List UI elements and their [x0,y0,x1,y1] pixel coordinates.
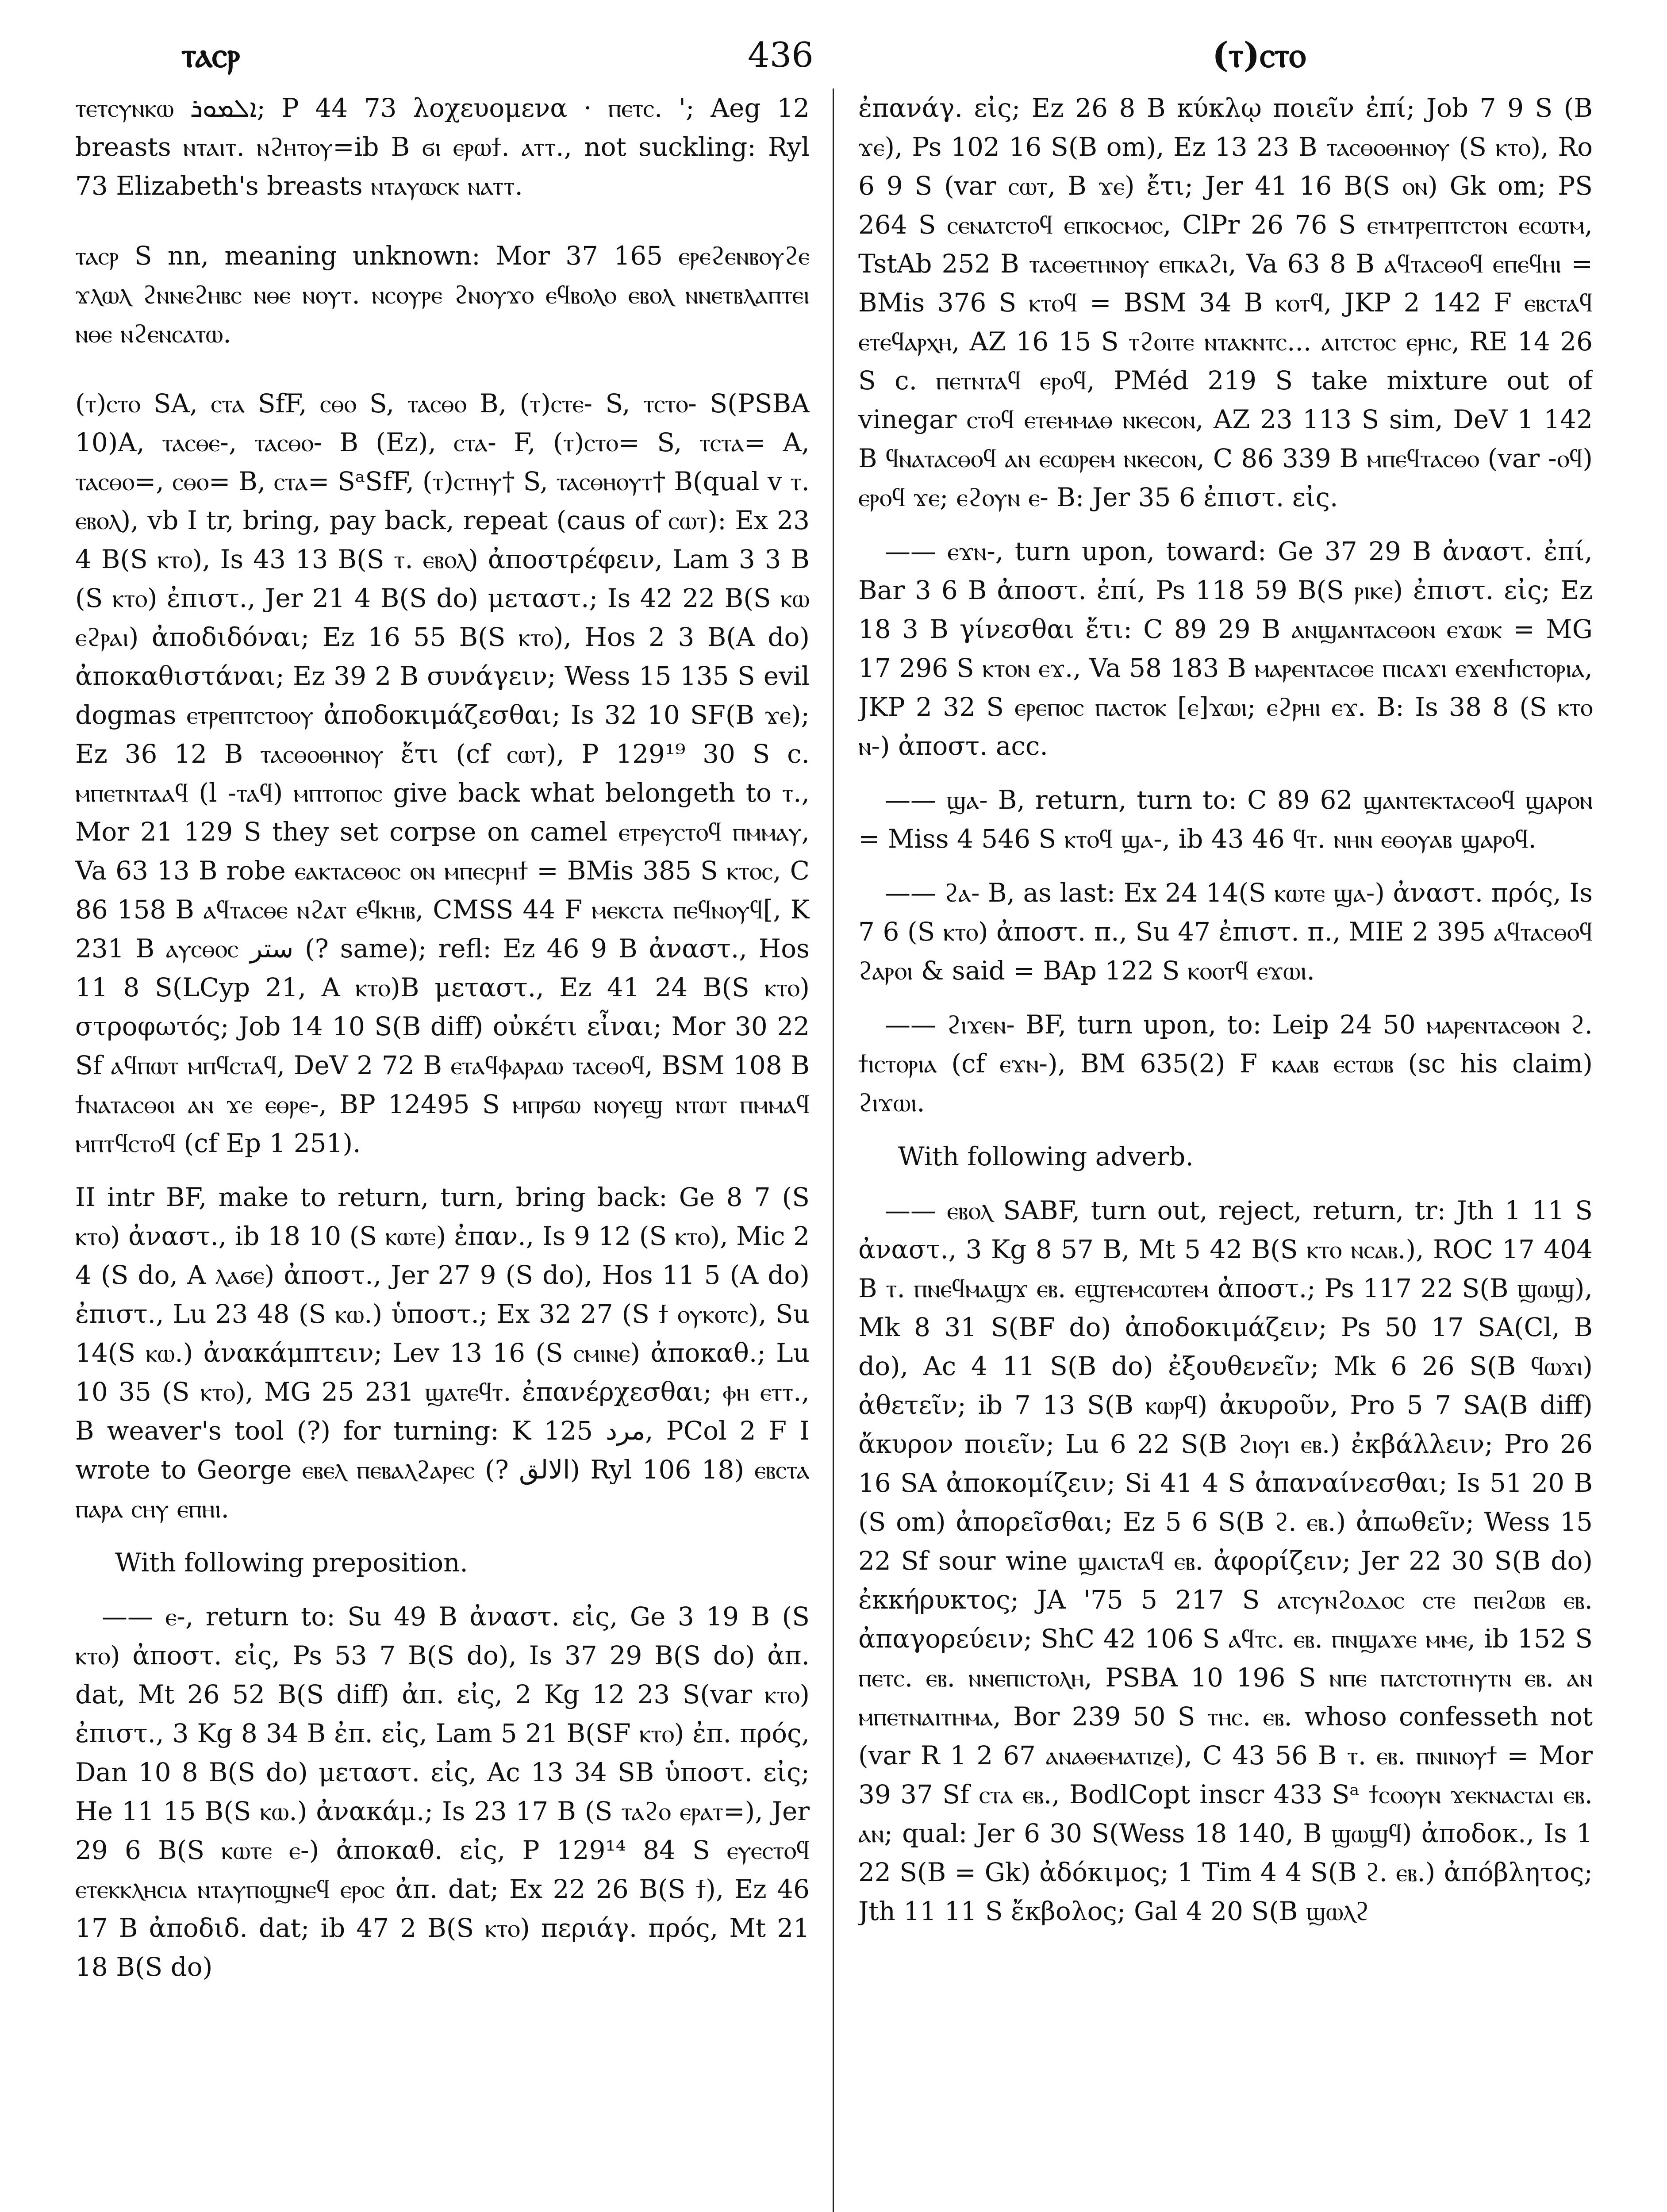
column-divider [833,88,834,2212]
running-head-right: (ⲧ)ⲥⲧⲟ [1212,35,1306,75]
left-column [75,88,810,2212]
sub-entry-hijen: —— ϩⲓϫⲉⲛ- BF, turn upon, to: Leip 24 50 ⲙⲁⲣⲉⲛⲧⲁⲥⲑⲟⲛ ϩ. ϯⲓⲥⲧⲟⲣⲓⲁ (cf ⲉϫⲛ-), BM 635(2) F ⲕⲁⲁⲃ ⲉⲥⲧⲱⲃ (sc his claim) ϩⲓϫⲱⲓ. [858,1010,1593,1118]
entry-continuation: ⲧⲉⲧⲥⲩⲛⲕⲱ ܐܠܡܘܪ; P 44 73 λοχευομενα · ⲡⲉⲧⲥ. '; Aeg 12 breasts ⲛⲧⲁⲓⲧ. ⲛϩⲏⲧⲟⲩ=ib B ϭⲓ ⲉⲣⲱϯ. ⲁⲧⲧ., not suckling: Ryl 73 Elizabeth's breasts ⲛⲧⲁⲩⲱⲥⲕ ⲛⲁⲧⲧ. [75,93,810,201]
right-column [858,88,1593,2212]
sub-entry-ha: —— ϩⲁ- B, as last: Ex 24 14(S ⲕⲱⲧⲉ ϣⲁ-) ἀναστ. πρός, Is 7 6 (S ⲕⲧⲟ) ἀποστ. π., Su 47 ἐπιστ. π., MIE 2 395 ⲁϥⲧⲁⲥⲑⲟϥ ϩⲁⲣⲟⲓ & said = BAp 122 S ⲕⲟⲟⲧϥ ⲉϫⲱⲓ. [858,878,1593,986]
subheading-adverb: With following adverb. [898,1141,1194,1171]
sub-entry-e: —— ⲉ-, return to: Su 49 B ἀναστ. εἰς, Ge 3 19 B (S ⲕⲧⲟ) ἀποστ. εἰς, Ps 53 7 B(S do), Is 37 29 B(S do) ἀπ. dat, Mt 26 52 B(S diff) ἀπ. εἰς, 2 Kg 12 23 S(var ⲕⲧⲟ) ἐπιστ., 3 Kg 8 34 B ἐπ. εἰς, Lam 5 21 B(SF ⲕⲧⲟ) ἐπ. πρός, Dan 10 8 B(S do) μεταστ. εἰς, Ac 13 34 SB ὑποστ. εἰς; He 11 15 B(S ⲕⲱ.) ἀνακάμ.; Is 23 17 B (S ⲧⲁϩⲟ ⲉⲣⲁⲧ=), Jer 29 6 B(S ⲕⲱⲧⲉ ⲉ-) ἀποκαθ. εἰς, P 129¹⁴ 84 S ⲉⲩⲉⲥⲧⲟϥ ⲉⲧⲉⲕⲕⲗⲏⲥⲓⲁ ⲛⲧⲁⲩⲡⲟϣⲛⲉϥ ⲉⲣⲟⲥ ἀπ. dat; Ex 22 26 B(S ϯ), Ez 46 17 B ἀποδιδ. dat; ib 47 2 B(S ⲕⲧⲟ) περιάγ. πρός, Mt 21 18 B(S do) [75,1601,810,1982]
entry-section-ii: II intr BF, make to return, turn, bring back: Ge 8 7 (S ⲕⲧⲟ) ἀναστ., ib 18 10 (S ⲕⲱⲧⲉ) ἐπαν., Is 9 12 (S ⲕⲧⲟ), Mic 2 4 (S do, A ⲗⲁϭⲉ) ἀποστ., Jer 27 9 (S do), Hos 11 5 (A do) ἐπιστ., Lu 23 48 (S ⲕⲱ.) ὑποστ.; Ex 32 27 (S ϯ ⲟⲩⲕⲟⲧⲥ), Su 14(S ⲕⲱ.) ἀνακάμπτειν; Lev 13 16 (S ⲥⲙⲓⲛⲉ) ἀποκαθ.; Lu 10 35 (S ⲕⲧⲟ), MG 25 231 ϣⲁⲧⲉϥⲧ. ἐπανέρχεσθαι; ⲫⲏ ⲉⲧⲧ., B weaver's tool (?) for turning: K 125 مرد, PCol 2 F I wrote to George ⲉⲃⲉⲗ ⲡⲉⲃⲁⲗϩⲁⲣⲉⲥ (? الالق) Ryl 106 18) ⲉⲃⲥⲧⲁ ⲡⲁⲣⲁ ⲥⲏⲩ ⲉⲡⲏⲓ. [75,1182,810,1524]
entry-tasr: ⲧⲁⲥⲣ S nn, meaning unknown: Mor 37 165 ⲉⲣⲉϩⲉⲛⲃⲟⲩϩⲉ ϫⲗⲱⲗ ϩⲛⲛⲉϩⲏⲃⲥ ⲛⲑⲉ ⲛⲟⲩⲧ. ⲛⲥⲟⲩⲣⲉ ϩⲛⲟⲩϫⲟ ⲉϥⲃⲟⲗⲟ ⲉⲃⲟⲗ ⲛⲛⲉⲧⲃⲗⲁⲡⲧⲉⲓ ⲛⲑⲉ ⲛϩⲉⲛⲥⲁⲧⲱ. [75,241,810,349]
subheading-preposition: With following preposition. [115,1548,468,1578]
dictionary-page [75,31,1593,2212]
sub-entry-sha: —— ϣⲁ- B, return, turn to: C 89 62 ϣⲁⲛⲧⲉⲕⲧⲁⲥⲑⲟϥ ϣⲁⲣⲟⲛ = Miss 4 546 S ⲕⲧⲟϥ ϣⲁ-, ib 43 46 ϥⲧ. ⲛⲏⲛ ⲉⲑⲟⲩⲁⲃ ϣⲁⲣⲟϥ. [858,785,1593,854]
page-number: 436 [748,35,814,75]
entry-tsto: (ⲧ)ⲥⲧⲟ SA, ⲥⲧⲁ SfF, ⲥⲑⲟ S, ⲧⲁⲥⲑⲟ B, (ⲧ)ⲥⲧⲉ- S, ⲧⲥⲧⲟ- S(PSBA 10)A, ⲧⲁⲥⲑⲉ-, ⲧⲁⲥⲑⲟ- B (Ez), ⲥⲧⲁ- F, (ⲧ)ⲥⲧⲟ= S, ⲧⲥⲧⲁ= A, ⲧⲁⲥⲑⲟ=, ⲥⲑⲟ= B, ⲥⲧⲁ= SᵃSfF, (ⲧ)ⲥⲧⲏⲩ† S, ⲧⲁⲥⲑⲏⲟⲩⲧ† B(qual v ⲧ. ⲉⲃⲟⲗ), vb I tr, bring, pay back, repeat (caus of ⲥⲱⲧ): Ex 23 4 B(S ⲕⲧⲟ), Is 43 13 B(S ⲧ. ⲉⲃⲟⲗ) ἀποστρέφειν, Lam 3 3 B (S ⲕⲧⲟ) ἐπιστ., Jer 21 4 B(S do) μεταστ.; Is 42 22 B(S ⲕⲱ ⲉϩⲣⲁⲓ) ἀποδιδόναι; Ez 16 55 B(S ⲕⲧⲟ), Hos 2 3 B(A do) ἀποκαθιστάναι; Ez 39 2 B συνάγειν; Wess 15 135 S evil dogmas ⲉⲧⲣⲉⲡⲧⲥⲧⲟⲟⲩ ἀποδοκιμάζεσθαι; Is 32 10 SF(B ϫⲉ); Ez 36 12 B ⲧⲁⲥⲑⲟⲑⲏⲛⲟⲩ ἔτι (cf ⲥⲱⲧ), P 129¹⁹ 30 S c. ⲙⲡⲉⲧⲛⲧⲁⲁϥ (l -ⲧⲁϥ) ⲙⲡⲧⲟⲡⲟⲥ give back what belongeth to ⲧ., Mor 21 129 S they set corpse on camel ⲉⲧⲣⲉⲩⲥⲧⲟϥ ⲡⲙⲙⲁⲩ, Va 63 13 B robe ⲉⲁⲕⲧⲁⲥⲑⲟⲥ ⲟⲛ ⲙⲡⲉⲥⲣⲏϯ = BMis 385 S ⲕⲧⲟⲥ, C 86 158 B ⲁϥⲧⲁⲥⲑⲉ ⲛϩⲁⲧ ⲉϥⲕⲏⲃ, CMSS 44 F ⲙⲉⲕⲥⲧⲁ ⲡⲉϥⲛⲟⲩϥ[, K 231 B ⲁⲩⲥⲑⲟⲥ ستر (? same); refl: Ez 46 9 B ἀναστ., Hos 11 8 S(LCyp 21, A ⲕⲧⲟ)B μεταστ., Ez 41 24 B(S ⲕⲧⲟ) στροφωτός; Job 14 10 S(B diff) οὐκέτι εἶναι; Mor 30 22 Sf ⲁϥⲡⲱⲧ ⲙⲡϥⲥⲧⲁϥ, DeV 2 72 B ⲉⲧⲁϥⲫⲁⲣⲁⲱ ⲧⲁⲥⲑⲟϥ, BSM 108 B ϯⲛⲁⲧⲁⲥⲑⲟⲓ ⲁⲛ ϫⲉ ⲉⲑⲣⲉ-, BP 12495 S ⲙⲡⲣϭⲱ ⲛⲟⲩⲉϣ ⲛⲧⲱⲧ ⲡⲙⲙⲁϥ ⲙⲡⲧϥⲥⲧⲟϥ (cf Ep 1 251). [75,388,810,1158]
sub-entry-ebol: —— ⲉⲃⲟⲗ SABF, turn out, reject, return, tr: Jth 1 11 S ἀναστ., 3 Kg 8 57 B, Mt 5 42 B(S ⲕⲧⲟ ⲛⲥⲁⲃ.), ROC 17 404 B ⲧ. ⲡⲛⲉϥⲙⲁϣϫ ⲉⲃ. ⲉϣⲧⲉⲙⲥⲱⲧⲉⲙ ἀποστ.; Ps 117 22 S(B ϣⲱϣ), Mk 8 31 S(BF do) ἀποδοκιμάζειν; Ps 50 17 SA(Cl, B do), Ac 4 11 S(B do) ἐξουθενεῖν; Mk 6 26 S(B ϥⲱϫⲓ) ἀθετεῖν; ib 7 13 S(B ⲕⲱⲣϥ) ἀκυροῦν, Pro 5 7 SA(B diff) ἄκυρον ποιεῖν; Lu 6 22 S(B ϩⲓⲟⲩⲓ ⲉⲃ.) ἐκβάλλειν; Pro 26 16 SA ἀποκομίζειν; Si 41 4 S ἀπαναίνεσθαι; Is 51 20 B (S om) ἀπορεῖσθαι; Ez 5 6 S(B ϩ. ⲉⲃ.) ἀπωθεῖν; Wess 15 22 Sf sour wine ϣⲁⲓⲥⲧⲁϥ ⲉⲃ. ἀφορίζειν; Jer 22 30 S(B do) ἐκκήρυκτος; JA '75 5 217 S ⲁⲧⲥⲩⲛϩⲟⲇⲟⲥ ⲥⲧⲉ ⲡⲉⲓϩⲱⲃ ⲉⲃ. ἀπαγορεύειν; ShC 42 106 S ⲁϥⲧⲥ. ⲉⲃ. ⲡⲛϣⲁϫⲉ ⲙⲙⲉ, ib 152 S ⲡⲉⲧⲥ. ⲉⲃ. ⲛⲛⲉⲡⲓⲥⲧⲟⲗⲏ, PSBA 10 196 S ⲛⲡⲉ ⲡⲁⲧⲥⲧⲟⲧⲏⲩⲧⲛ ⲉⲃ. ⲁⲛ ⲙⲡⲉⲧⲛⲁⲓⲧⲏⲙⲁ, Bor 239 50 S ⲧⲏⲥ. ⲉⲃ. whoso confesseth not (var R 1 2 67 ⲁⲛⲁⲑⲉⲙⲁⲧⲓⲍⲉ), C 43 56 B ⲧ. ⲉⲃ. ⲡⲛⲓⲛⲟⲩϯ = Mor 39 37 Sf ⲥⲧⲁ ⲉⲃ., BodlCopt inscr 433 Sᵃ ϯⲥⲟⲟⲩⲛ ϫⲉⲕⲛⲁⲥⲧⲁⲓ ⲉⲃ. ⲁⲛ; qual: Jer 6 30 S(Wess 18 140, B ϣⲱϣϥ) ἀποδοκ., Is 1 22 S(B = Gk) ἀδόκιμος; 1 Tim 4 4 S(B ϩ. ⲉⲃ.) ἀπόβλητος; Jth 11 11 S ἔκβολος; Gal 4 20 S(B ϣⲱⲗϩ [858,1195,1593,1926]
sub-entry-ejn: —— ⲉϫⲛ-, turn upon, toward: Ge 37 29 B ἀναστ. ἐπί, Bar 3 6 B ἀποστ. ἐπί, Ps 118 59 B(S ⲣⲓⲕⲉ) ἐπιστ. εἰς; Ez 18 3 B γίνεσθαι ἔτι: C 89 29 B ⲁⲛϣⲁⲛⲧⲁⲥⲑⲟⲛ ⲉϫⲱⲕ = MG 17 296 S ⲕⲧⲟⲛ ⲉϫ., Va 58 183 B ⲙⲁⲣⲉⲛⲧⲁⲥⲑⲉ ⲡⲓⲥⲁϫⲓ ⲉϫⲉⲛϯⲓⲥⲧⲟⲣⲓⲁ, JKP 2 32 S ⲉⲣⲉⲡⲟⲥ ⲡⲁⲥⲧⲟⲕ [ⲉ]ϫⲱⲓ; ⲉϩⲣⲏⲓ ⲉϫ. B: Is 38 8 (S ⲕⲧⲟ ⲛ-) ἀποστ. acc. [858,536,1593,761]
two-column-body [75,88,1593,2212]
running-head-left: ⲧⲁⲥⲣ [181,35,240,75]
entry-continuation-right: ἐπανάγ. εἰς; Ez 26 8 B κύκλῳ ποιεῖν ἐπί; Job 7 9 S (B ϫⲉ), Ps 102 16 S(B om), Ez 13 23 B ⲧⲁⲥⲑⲟⲑⲏⲛⲟⲩ (S ⲕⲧⲟ), Ro 6 9 S (var ⲥⲱⲧ, B ϫⲉ) ἔτι; Jer 41 16 B(S ⲟⲛ) Gk om; PS 264 S ⲥⲉⲛⲁⲧⲥⲧⲟϥ ⲉⲡⲕⲟⲥⲙⲟⲥ, ClPr 26 76 S ⲉⲧⲙⲧⲣⲉⲡⲧⲥⲧⲟⲛ ⲉⲥⲱⲧⲙ, TstAb 252 B ⲧⲁⲥⲑⲉⲧⲏⲛⲟⲩ ⲉⲡⲕⲁϩⲓ, Va 63 8 B ⲁϥⲧⲁⲥⲑⲟϥ ⲉⲡⲉϥⲏⲓ = BMis 376 S ⲕⲧⲟϥ = BSM 34 B ⲕⲟⲧϥ, JKP 2 142 F ⲉⲃⲥⲧⲁϥ ⲉⲧⲉϥⲁⲣⲭⲏ, AZ 16 15 S ⲧϩⲟⲓⲧⲉ ⲛⲧⲁⲕⲛⲧⲥ... ⲁⲓⲧⲥⲧⲟⲥ ⲉⲣⲏⲥ, RE 14 26 S c. ⲡⲉⲧⲛⲧⲁϥ ⲉⲣⲟϥ, PMéd 219 S take mixture out of vinegar ⲥⲧⲟϥ ⲉⲧⲉⲙⲙⲁⲑ ⲛⲕⲉⲥⲟⲛ, AZ 23 113 S sim, DeV 1 142 B ϥⲛⲁⲧⲁⲥⲑⲟϥ ⲁⲛ ⲉⲥⲱⲣⲉⲙ ⲛⲕⲉⲥⲟⲛ, C 86 339 B ⲙⲡⲉϥⲧⲁⲥⲑⲟ (var -ⲟϥ) ⲉⲣⲟϥ ϫⲉ; ⲉϩⲟⲩⲛ ⲉ- B: Jer 35 6 ἐπιστ. εἰς. [858,93,1593,512]
page-header [75,31,1593,84]
